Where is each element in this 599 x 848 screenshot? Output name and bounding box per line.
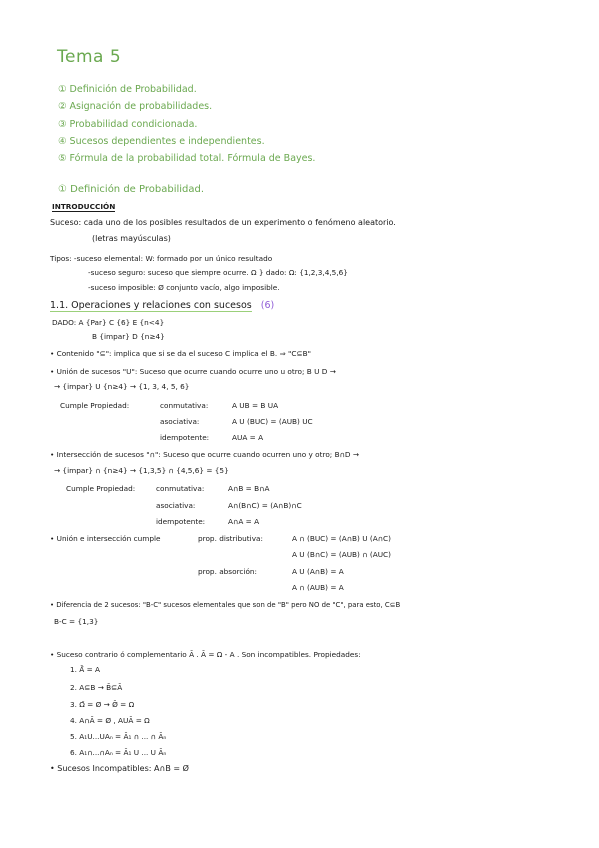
- dado-line: DADO: A {Par} C {6} E {n<4}: [52, 318, 165, 327]
- property-item: 1. Ā̄ = A: [70, 665, 101, 674]
- union-inter-label: • Unión e intersección cumple: [50, 534, 161, 543]
- prop-value: A∩(B∩C) = (A∩B)∩C: [228, 501, 302, 510]
- property-item: 5. A₁U...UAₙ = Ā₁ ∩ ... ∩ Āₙ: [70, 732, 167, 741]
- suceso-note: (letras mayúsculas): [92, 234, 171, 243]
- property-item: 2. A⊆B → B̄⊆Ā: [70, 683, 123, 692]
- distrib-label: prop. distributiva:: [198, 534, 263, 543]
- incompatible-line: • Sucesos Incompatibles: A∩B = Ø: [50, 764, 189, 773]
- prop-label: conmutativa:: [160, 401, 209, 410]
- absor-value: A U (A∩B) = A: [292, 567, 344, 576]
- prop-label: conmutativa:: [156, 484, 205, 493]
- difference-line: • Diferencia de 2 sucesos: "B-C" sucesos elementales que son de "B" pero NO de "C", para esto, C⊆B: [50, 601, 401, 609]
- tipos-line: Tipos: -suceso elemental: W: formado por un único resultado: [50, 254, 273, 263]
- inter-line: → {impar} ∩ {n≥4} → {1,3,5} ∩ {4,5,6} = {5}: [54, 466, 229, 475]
- toc-item: ③ Probabilidad condicionada.: [58, 119, 198, 130]
- prop-label: idempotente:: [160, 433, 210, 442]
- prop-value: AUA = A: [232, 433, 264, 442]
- absor-label: prop. absorción:: [198, 567, 258, 576]
- toc-item: ② Asignación de probabilidades.: [58, 101, 213, 112]
- inter-line: • Intersección de sucesos "∩": Suceso que ocurre cuando ocurren uno y otro; B∩D →: [50, 450, 359, 459]
- property-item: 6. A₁∩...∩Aₙ = Ā₁ U ... U Āₙ: [70, 748, 167, 757]
- tipos-line: -suceso imposible: Ø conjunto vacío, algo imposible.: [88, 283, 280, 292]
- page-title: Tema 5: [57, 47, 122, 67]
- prop-value: A∩A = A: [228, 517, 260, 526]
- contenido-line: • Contenido "⊆": implica que si se da el suceso C implica el B. ⇒ "C⊆B": [50, 349, 311, 358]
- union-line: → {impar} U {n≥4} → {1, 3, 4, 5, 6}: [54, 382, 190, 391]
- distrib-value: A U (B∩C) = (AUB) ∩ (AUC): [292, 550, 391, 559]
- section-heading: ① Definición de Probabilidad.: [58, 184, 205, 195]
- suceso-definition: Suceso: cada uno de los posibles resultados de un experimento o fenómeno aleatorio.: [50, 218, 396, 227]
- ops-heading-text: 1.1. Operaciones y relaciones con sucesos: [50, 300, 252, 311]
- prop-label: idempotente:: [156, 517, 206, 526]
- prop-label: asociativa:: [160, 417, 200, 426]
- prop-value: A U (BUC) = (AUB) UC: [232, 417, 313, 426]
- absor-value: A ∩ (AUB) = A: [292, 583, 344, 592]
- complement-line: • Suceso contrario ó complementario Ā . Ā = Ω - A . Son incompatibles. Propiedades:: [50, 650, 361, 659]
- toc-item: ⑤ Fórmula de la probabilidad total. Fórmula de Bayes.: [58, 153, 316, 164]
- ops-count: (6): [260, 300, 275, 311]
- dado-line: B {impar} D {n≥4}: [92, 332, 165, 341]
- distrib-value: A ∩ (BUC) = (A∩B) U (A∩C): [292, 534, 391, 543]
- subsection-heading: [50, 300, 274, 311]
- prop-value: A UB = B UA: [232, 401, 279, 410]
- difference-result: B-C = {1,3}: [54, 617, 99, 626]
- cumple-label: Cumple Propiedad:: [60, 401, 130, 410]
- union-line: • Unión de sucesos "U": Suceso que ocurre cuando ocurre uno u otro; B U D →: [50, 367, 336, 376]
- prop-label: asociativa:: [156, 501, 196, 510]
- toc-item: ④ Sucesos dependientes e independientes.: [58, 136, 265, 147]
- property-item: 3. Ω̄ = Ø → Ø̄ = Ω: [70, 700, 135, 709]
- cumple-label: Cumple Propiedad:: [66, 484, 136, 493]
- toc-item: ① Definición de Probabilidad.: [58, 84, 197, 95]
- tipos-line: -suceso seguro: suceso que siempre ocurre. Ω } dado: Ω: {1,2,3,4,5,6}: [88, 268, 348, 277]
- property-item: 4. A∩Ā = Ø , AUĀ = Ω: [70, 716, 150, 725]
- prop-value: A∩B = B∩A: [228, 484, 270, 493]
- intro-heading: INTRODUCCIÓN: [52, 202, 116, 211]
